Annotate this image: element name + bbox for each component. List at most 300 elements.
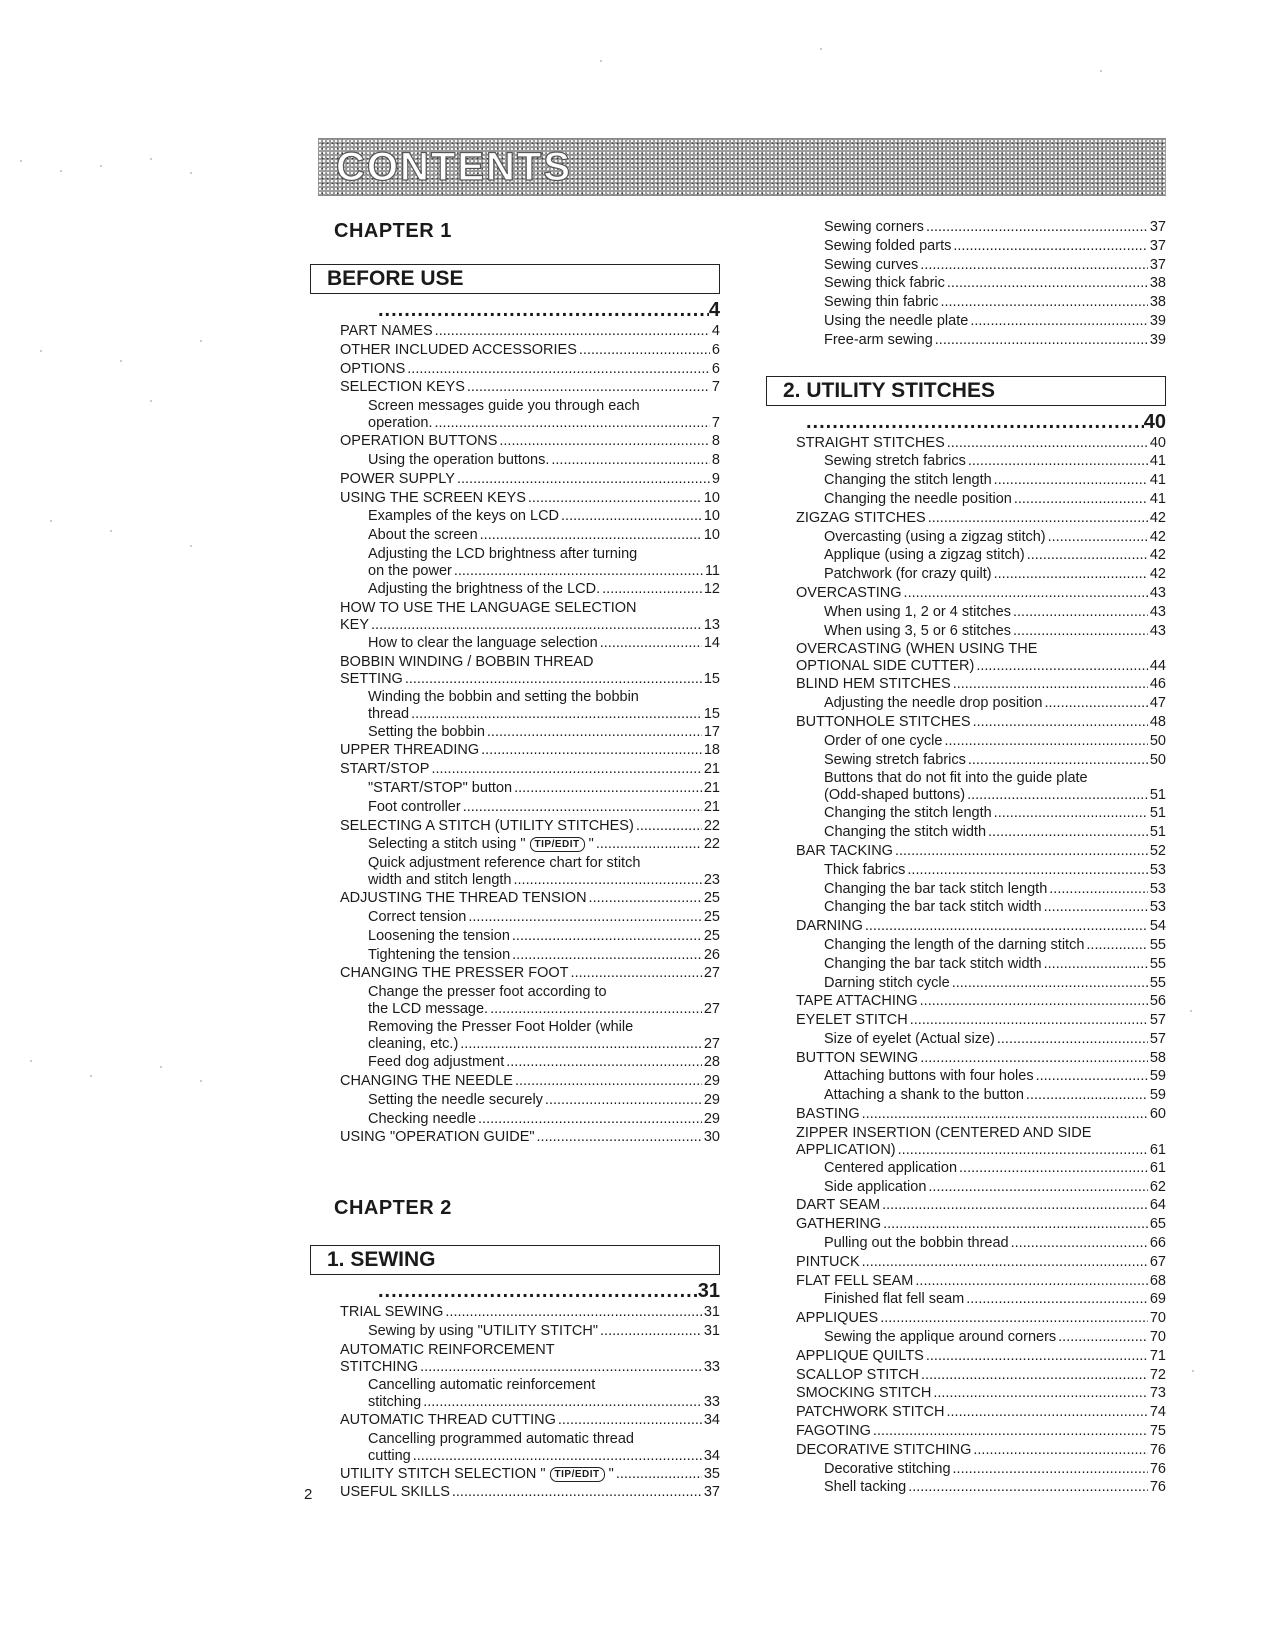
toc-entry-page: 41: [1149, 453, 1166, 470]
toc-entry: [368, 723, 720, 742]
toc-entry-page: 27: [703, 965, 720, 982]
toc-entry-page: 28: [703, 1054, 720, 1071]
toc-entry-label: TRIAL SEWING: [340, 1304, 444, 1321]
toc-entry-label: When using 1, 2 or 4 stitches: [824, 603, 1011, 620]
scan-speck: [600, 60, 602, 62]
toc-entry-label: Adjusting the brightness of the LCD.: [368, 580, 601, 597]
toc-entry-label: Attaching buttons with four holes: [824, 1068, 1034, 1085]
toc-entry: [824, 565, 1166, 584]
toc-entry: [340, 964, 720, 983]
toc-entry-page: 55: [1149, 955, 1166, 972]
toc-dot-leader: [988, 823, 1148, 842]
toc-dot-leader: [1044, 694, 1147, 713]
toc-dot-leader: [407, 360, 710, 379]
toc-entry: [824, 490, 1166, 509]
toc-dot-leader: [468, 908, 702, 927]
toc-entry-label: When using 3, 5 or 6 stitches: [824, 622, 1011, 639]
toc-entry: [368, 580, 720, 599]
scan-speck: [820, 48, 822, 50]
toc-entry-page: 42: [1149, 547, 1166, 564]
toc-entry-page: 71: [1149, 1347, 1166, 1364]
toc-entry: [340, 489, 720, 508]
chapter-1-heading: CHAPTER 1: [334, 220, 452, 242]
toc-dot-leader: [490, 1001, 702, 1018]
toc-entry-page: 43: [1149, 603, 1166, 620]
toc-entry-page: 64: [1149, 1197, 1166, 1214]
toc-entry-label: Sewing curves: [824, 256, 919, 273]
toc-entry-label: POWER SUPPLY: [340, 470, 455, 487]
toc-entry: [796, 640, 1166, 675]
toc-entry-label: Applique (using a zigzag stitch): [824, 547, 1025, 564]
toc-entry-label-line1: Removing the Presser Foot Holder (while: [368, 1019, 634, 1036]
toc-dot-leader: [920, 992, 1148, 1011]
toc-dot-leader: [907, 861, 1147, 880]
toc-entry: [824, 1159, 1166, 1178]
toc-entry-label: CHANGING THE PRESSER FOOT: [340, 965, 569, 982]
toc-dot-leader: [413, 1448, 702, 1465]
toc-entry-page: 53: [1149, 899, 1166, 916]
toc-entry-label: AUTOMATIC THREAD CUTTING: [340, 1411, 556, 1428]
contents-title: CONTENTS: [336, 145, 572, 189]
toc-entry-label: TAPE ATTACHING: [796, 993, 918, 1010]
toc-entry-label: PATCHWORK STITCH: [796, 1404, 945, 1421]
toc-dot-leader: [968, 751, 1148, 770]
toc-entry-page: 56: [1149, 993, 1166, 1010]
toc-entry-page: 70: [1149, 1310, 1166, 1327]
toc-dot-leader: [898, 1142, 1148, 1159]
toc-entry-page: 37: [703, 1484, 720, 1501]
toc-entry: [368, 908, 720, 927]
toc-entry: [368, 451, 720, 470]
sewing-entries: [310, 1303, 720, 1502]
toc-entry: [796, 1441, 1166, 1460]
toc-entry: [368, 634, 720, 653]
toc-dot-leader: [947, 274, 1148, 293]
toc-entry-label-line1: Adjusting the LCD brightness after turning: [368, 545, 638, 562]
toc-dot-leader: [463, 798, 702, 817]
toc-entry-line2: [368, 872, 720, 889]
toc-entry-page: 7: [711, 415, 720, 432]
toc-entry-page: 58: [1149, 1049, 1166, 1066]
toc-dot-leader: [968, 452, 1148, 471]
toc-entry: [824, 1328, 1166, 1347]
toc-entry-label: Selecting a stitch using " TIP/EDIT ": [368, 836, 594, 853]
toc-entry-label: Sewing folded parts: [824, 237, 952, 254]
toc-dot-leader: [920, 1049, 1148, 1068]
toc-entry: [340, 760, 720, 779]
toc-dot-leader: [882, 1196, 1148, 1215]
toc-entry: [796, 1384, 1166, 1403]
toc-entry-label: Finished flat fell seam: [824, 1291, 965, 1308]
toc-dot-leader: [970, 312, 1148, 331]
toc-entry-page: 37: [1149, 237, 1166, 254]
toc-entry-label: Attaching a shank to the button: [824, 1087, 1024, 1104]
toc-entry: [340, 817, 720, 836]
toc-entry: [368, 798, 720, 817]
toc-entry: [340, 741, 720, 760]
toc-entry-page: 31: [703, 1304, 720, 1321]
utility-stitches-entries: [766, 434, 1166, 1498]
toc-entry: [824, 861, 1166, 880]
toc-entry: [340, 599, 720, 634]
toc-entry-label: Loosening the tension: [368, 927, 510, 944]
scan-speck: [1192, 1370, 1194, 1372]
toc-dot-leader: [928, 509, 1148, 528]
toc-entry-page: 55: [1149, 936, 1166, 953]
toc-dot-leader: [481, 741, 702, 760]
toc-entry: [796, 713, 1166, 732]
toc-dot-leader: [561, 507, 702, 526]
toc-dot-leader: [636, 817, 702, 836]
toc-dot-leader: [506, 1053, 702, 1072]
toc-entry: [340, 341, 720, 360]
scan-speck: [120, 360, 122, 362]
toc-entry: [824, 622, 1166, 641]
toc-dot-leader: [952, 974, 1148, 993]
toc-entry-label: Sewing corners: [824, 219, 924, 235]
toc-entry-label-line1: BOBBIN WINDING / BOBBIN THREAD: [340, 653, 594, 670]
toc-dot-leader: [1026, 1086, 1148, 1105]
toc-entry: [340, 1483, 720, 1502]
toc-entry-page: 27: [703, 1036, 720, 1053]
toc-entry: [368, 946, 720, 965]
toc-entry-label: "START/STOP" button: [368, 779, 513, 796]
toc-entry: [824, 1460, 1166, 1479]
toc-entry-page: 53: [1149, 861, 1166, 878]
toc-entry-label-line1: Quick adjustment reference chart for stitch: [368, 855, 641, 872]
toc-dot-leader: [515, 1072, 702, 1091]
toc-entry-page: 25: [703, 927, 720, 944]
toc-entry: [368, 835, 720, 854]
toc-entry-label: FAGOTING: [796, 1423, 871, 1440]
tip-edit-key-icon: TIP/EDIT: [550, 1467, 605, 1482]
toc-entry-page: 6: [711, 341, 720, 358]
toc-dot-leader: [405, 671, 702, 688]
toc-entry-label: Sewing thin fabric: [824, 294, 939, 311]
toc-entry-label-line2: (Odd-shaped buttons): [824, 787, 966, 804]
toc-dot-leader: [435, 322, 710, 341]
toc-dot-leader: [915, 1272, 1147, 1291]
toc-dot-leader: [423, 1394, 702, 1411]
toc-entry-label: Changing the stitch length: [824, 472, 992, 489]
toc-entry-page: 7: [711, 379, 720, 396]
toc-dot-leader: [512, 946, 702, 965]
scan-speck: [150, 400, 152, 402]
toc-entry: [796, 1347, 1166, 1366]
section-before-use: BEFORE USE: [310, 264, 720, 294]
toc-entry-page: 37: [1149, 219, 1166, 235]
toc-entry: [796, 1272, 1166, 1291]
toc-entry-label-line1: Winding the bobbin and setting the bobbin: [368, 688, 639, 705]
toc-dot-leader: [1044, 955, 1148, 974]
toc-entry-label: Thick fabrics: [824, 861, 906, 878]
toc-dot-leader: [1013, 603, 1148, 622]
toc-entry-label-line1: AUTOMATIC REINFORCEMENT: [340, 1341, 555, 1358]
toc-entry-label: Changing the bar tack stitch width: [824, 955, 1042, 972]
toc-entry-line2: [368, 706, 720, 723]
toc-entry-label: BLIND HEM STITCHES: [796, 676, 951, 693]
left-column: [310, 218, 720, 1502]
scan-speck: [200, 1080, 202, 1082]
toc-dot-leader: [921, 1366, 1148, 1385]
scan-speck: [160, 1066, 162, 1068]
toc-entry: [796, 917, 1166, 936]
toc-entry-page: 42: [1149, 528, 1166, 545]
toc-entry-page: 48: [1149, 713, 1166, 730]
toc-entry-label: BUTTON SEWING: [796, 1049, 919, 1066]
toc-dot-leader: [920, 256, 1148, 275]
toc-dot-leader: [499, 432, 710, 451]
toc-entry-label: BASTING: [796, 1106, 860, 1123]
toc-entry-label: How to clear the language selection: [368, 634, 598, 651]
toc-entry: [368, 854, 720, 889]
toc-entry-label-line2: cleaning, etc.): [368, 1036, 459, 1053]
toc-dot-leader: [579, 341, 710, 360]
toc-entry-page: 6: [711, 360, 720, 377]
toc-entry-page: 8: [711, 451, 720, 468]
toc-dot-leader: [926, 1347, 1148, 1366]
toc-entry-label: Examples of the keys on LCD: [368, 508, 560, 525]
toc-entry-label: DARNING: [796, 918, 863, 935]
toc-dot-leader: [994, 565, 1148, 584]
toc-dot-leader: [431, 760, 701, 779]
toc-entry: [796, 584, 1166, 603]
toc-entry: [368, 1322, 720, 1341]
toc-entry-line2: [340, 617, 720, 634]
scan-speck: [20, 160, 22, 162]
toc-entry-label: Changing the stitch width: [824, 824, 987, 841]
toc-entry-page: 51: [1149, 824, 1166, 841]
toc-entry-label: Foot controller: [368, 798, 461, 815]
toc-entry-page: 27: [703, 1001, 720, 1018]
toc-entry: [796, 1124, 1166, 1159]
toc-entry-label-line2: APPLICATION): [796, 1141, 896, 1158]
toc-entry-page: 25: [703, 890, 720, 907]
toc-entry: [368, 1018, 720, 1053]
toc-entry-line2: [368, 1394, 720, 1411]
toc-entry-line2: [340, 1359, 720, 1376]
toc-entry: [824, 823, 1166, 842]
toc-dot-leader: [895, 842, 1148, 861]
toc-dot-leader: [460, 1036, 702, 1053]
toc-entry-label-line1: OVERCASTING (WHEN USING THE: [796, 641, 1038, 658]
toc-entry: [796, 1366, 1166, 1385]
toc-entry-label: SMOCKING STITCH: [796, 1385, 932, 1402]
toc-dot-leader: [589, 889, 702, 908]
scan-speck: [110, 530, 112, 532]
toc-entry-label-line2: SETTING: [340, 670, 403, 687]
toc-entry-page: 65: [1149, 1216, 1166, 1233]
toc-entry-page: 26: [703, 946, 720, 963]
toc-entry-label: SELECTION KEYS: [340, 379, 465, 396]
toc-dot-leader: [973, 713, 1148, 732]
toc-entry-page: 76: [1149, 1460, 1166, 1477]
toc-entry-label: ADJUSTING THE THREAD TENSION: [340, 890, 587, 907]
toc-entry: [824, 274, 1166, 293]
scan-speck: [150, 158, 152, 160]
toc-entry-label-line1: Cancelling automatic reinforcement: [368, 1376, 596, 1393]
toc-dot-leader: [1086, 936, 1147, 955]
toc-dot-leader: [602, 580, 702, 599]
toc-dot-leader: [997, 1030, 1148, 1049]
toc-entry: [796, 1309, 1166, 1328]
toc-entry-page: 21: [703, 761, 720, 778]
toc-entry: [824, 218, 1166, 237]
toc-entry: [824, 955, 1166, 974]
toc-entry-page: 75: [1149, 1423, 1166, 1440]
scan-speck: [40, 350, 42, 352]
toc-dot-leader: [513, 872, 701, 889]
scan-speck: [60, 170, 62, 172]
toc-entry-page: 14: [703, 634, 720, 651]
toc-entry-page: 42: [1149, 566, 1166, 583]
section-before-use-page: ..... 4: [378, 298, 720, 322]
section-sewing-page: ..... 31: [378, 1279, 720, 1303]
toc-entry-label: ZIGZAG STITCHES: [796, 509, 926, 526]
toc-entry: [340, 322, 720, 341]
toc-entry-page: 41: [1149, 472, 1166, 489]
toc-entry-label: STRAIGHT STITCHES: [796, 434, 945, 451]
toc-entry: [824, 1234, 1166, 1253]
page-number: 2: [304, 1486, 313, 1503]
toc-entry: [824, 1086, 1166, 1105]
toc-entry-page: 40: [1149, 434, 1166, 451]
toc-entry-page: 21: [703, 798, 720, 815]
toc-entry-page: 70: [1149, 1329, 1166, 1346]
toc-entry-line2: [796, 1142, 1166, 1159]
toc-entry-page: 72: [1149, 1366, 1166, 1383]
toc-dot-leader: [976, 658, 1148, 675]
right-column: [766, 218, 1166, 1497]
toc-entry-page: 57: [1149, 1030, 1166, 1047]
toc-entry: [368, 688, 720, 723]
toc-entry-label: APPLIQUE QUILTS: [796, 1347, 924, 1364]
toc-entry-label-line2: KEY: [340, 616, 370, 633]
toc-entry-label-line2: OPTIONAL SIDE CUTTER): [796, 658, 975, 675]
toc-entry-label: Order of one cycle: [824, 732, 943, 749]
toc-entry-label: Sewing by using "UTILITY STITCH": [368, 1322, 599, 1339]
toc-entry-page: 55: [1149, 974, 1166, 991]
toc-entry-label: Sewing the applique around corners: [824, 1329, 1057, 1346]
toc-dot-leader: [973, 1441, 1148, 1460]
toc-entry: [824, 1067, 1166, 1086]
toc-entry-label: OPTIONS: [340, 360, 406, 377]
toc-dot-leader: [457, 470, 710, 489]
toc-entry-page: 29: [703, 1091, 720, 1108]
toc-dot-leader: [959, 1159, 1148, 1178]
toc-entry-label: CHANGING THE NEEDLE: [340, 1072, 513, 1089]
scan-speck: [90, 1075, 92, 1077]
toc-entry-page: 35: [703, 1465, 720, 1482]
toc-entry: [340, 1128, 720, 1147]
toc-entry: [340, 889, 720, 908]
toc-entry: [368, 1091, 720, 1110]
toc-entry: [368, 1053, 720, 1072]
toc-entry-label: EYELET STITCH: [796, 1012, 908, 1029]
toc-dot-leader: [935, 331, 1148, 350]
toc-dot-leader: [537, 1128, 702, 1147]
toc-dot-leader: [1049, 880, 1148, 899]
toc-entry-page: 47: [1149, 695, 1166, 712]
toc-entry: [824, 751, 1166, 770]
toc-entry: [824, 880, 1166, 899]
toc-dot-leader: [883, 1215, 1148, 1234]
toc-entry-label-line2: the LCD message.: [368, 1001, 489, 1018]
toc-dot-leader: [478, 1110, 702, 1129]
toc-dot-leader: [1044, 898, 1148, 917]
toc-entry-label: Setting the needle securely: [368, 1091, 543, 1108]
toc-dot-leader: [1027, 546, 1148, 565]
toc-entry-page: 43: [1149, 584, 1166, 601]
toc-entry-label: Shell tacking: [824, 1479, 907, 1496]
toc-entry-label: Changing the needle position: [824, 490, 1012, 507]
toc-dot-leader: [545, 1091, 702, 1110]
toc-entry: [340, 432, 720, 451]
toc-entry-page: 29: [703, 1072, 720, 1089]
toc-entry-label: Darning stitch cycle: [824, 974, 950, 991]
toc-dot-leader: [862, 1105, 1148, 1124]
toc-entry: [340, 653, 720, 688]
toc-entry: [824, 1478, 1166, 1497]
toc-entry-label: Centered application: [824, 1159, 958, 1176]
scan-speck: [200, 340, 202, 342]
toc-entry-page: 51: [1149, 805, 1166, 822]
toc-entry-label: PINTUCK: [796, 1253, 860, 1270]
toc-entry: [340, 1341, 720, 1376]
toc-entry-page: 66: [1149, 1235, 1166, 1252]
toc-entry-page: 44: [1149, 658, 1166, 675]
toc-entry-page: 57: [1149, 1012, 1166, 1029]
toc-entry-label: Tightening the tension: [368, 946, 511, 963]
toc-entry-label-line1: Buttons that do not fit into the guide plate: [824, 770, 1088, 787]
section-utility-stitches: 2. UTILITY STITCHES: [766, 376, 1166, 406]
toc-entry-label: Free-arm sewing: [824, 331, 933, 348]
toc-entry-page: 12: [703, 580, 720, 597]
toc-entry-label: USING THE SCREEN KEYS: [340, 489, 526, 506]
toc-entry-label: Pulling out the bobbin thread: [824, 1235, 1009, 1252]
toc-entry-label: BAR TACKING: [796, 842, 893, 859]
toc-entry-page: 51: [1149, 787, 1166, 804]
toc-entry-label-line2: thread: [368, 705, 410, 722]
toc-entry-label: DART SEAM: [796, 1197, 881, 1214]
toc-entry-page: 59: [1149, 1068, 1166, 1085]
toc-entry: [824, 293, 1166, 312]
toc-entry: [796, 434, 1166, 453]
toc-dot-leader: [1048, 528, 1148, 547]
toc-entry: [824, 732, 1166, 751]
toc-entry: [824, 694, 1166, 713]
toc-entry-label: Using the operation buttons.: [368, 451, 550, 468]
toc-entry-page: 76: [1149, 1441, 1166, 1458]
toc-entry-label-line2: cutting: [368, 1447, 411, 1464]
toc-entry: [796, 1105, 1166, 1124]
toc-dot-leader: [910, 1011, 1148, 1030]
toc-dot-leader: [953, 1460, 1148, 1479]
toc-entry: [796, 842, 1166, 861]
toc-entry: [824, 1030, 1166, 1049]
toc-entry-label: Sewing stretch fabrics: [824, 453, 966, 470]
toc-entry: [824, 898, 1166, 917]
toc-entry-label: Decorative stitching: [824, 1460, 951, 1477]
toc-entry-page: 34: [703, 1411, 720, 1428]
toc-dot-leader: [994, 471, 1148, 490]
toc-dot-leader: [528, 489, 702, 508]
toc-entry-label-line2: width and stitch length: [368, 872, 512, 889]
toc-entry-page: 41: [1149, 490, 1166, 507]
toc-entry-label: OPERATION BUTTONS: [340, 433, 498, 450]
toc-dot-leader: [435, 415, 710, 432]
toc-entry: [796, 1049, 1166, 1068]
